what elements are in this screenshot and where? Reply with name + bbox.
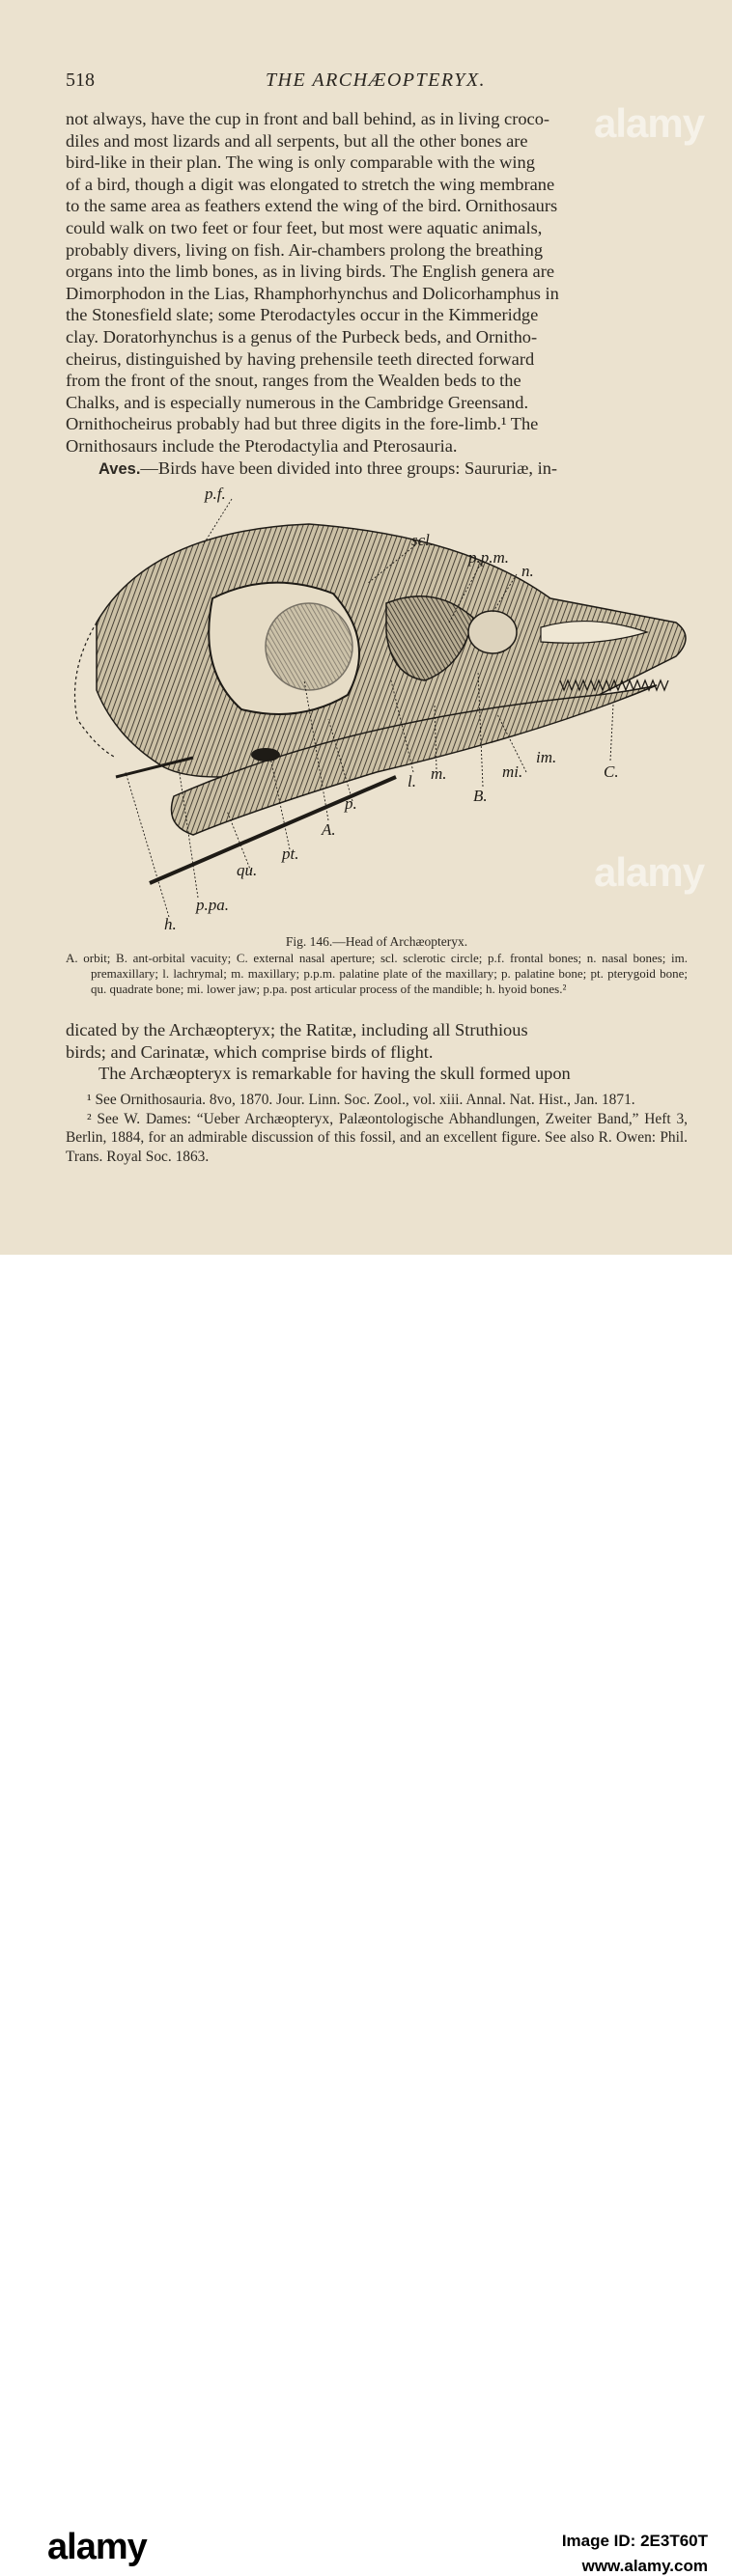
- continuation-text: [66, 1019, 688, 1085]
- text-line: dicated by the Archæopteryx; the Ratitæ, including all Struthious: [66, 1020, 528, 1039]
- aves-heading: Aves.: [99, 459, 141, 478]
- aves-text: —Birds have been divided into three groups: Saururiæ, in-: [140, 457, 558, 478]
- label-mi: mi.: [502, 762, 523, 781]
- quadrate-bone: [251, 748, 280, 762]
- footnotes: [66, 1091, 688, 1166]
- book-page: [0, 0, 732, 1255]
- label-A: A.: [322, 820, 336, 839]
- label-h: h.: [164, 915, 177, 931]
- page-header: [66, 69, 686, 95]
- stock-footer: [0, 1255, 732, 2575]
- figure-legend: A. orbit; B. ant-orbital vacuity; C. external nasal aperture; scl. sclerotic circle; p.f. frontal bones; n. nasal bones; im. premaxillary; l. lachrymal; m. maxillary; p.p.m. palatine plate of the maxillary; p. palatine bone; pt. pterygoid bone; qu. quadrate bone; mi. lower jaw; p.pa. post articular process of the mandible; h. hyoid bones.²: [66, 951, 688, 996]
- label-ppm: p.p.m.: [468, 548, 510, 567]
- text-line: Ornithosaurs include the Pterodactylia and Pterosauria.: [66, 435, 458, 456]
- label-B: B.: [473, 787, 488, 805]
- page-number: 518: [66, 69, 95, 91]
- image-id: Image ID: 2E3T60T: [561, 2532, 708, 2550]
- text-line: diles and most lizards and all serpents, but all the other bones are: [66, 130, 528, 151]
- text-line: could walk on two feet or four feet, but most were aquatic animals,: [66, 217, 543, 237]
- text-line: The Archæopteryx is remarkable for having the skull formed upon: [99, 1064, 571, 1084]
- sclerotic-circle: [266, 603, 352, 690]
- text-line: bird-like in their plan. The wing is only comparable with the wing: [66, 152, 535, 173]
- text-line: cheirus, distinguished by having prehensile teeth directed forward: [66, 348, 535, 369]
- text-line: organs into the limb bones, as in living birds. The English genera are: [66, 262, 554, 282]
- label-C: C.: [604, 762, 619, 781]
- running-title: THE ARCHÆOPTERYX.: [265, 69, 487, 91]
- body-text: [66, 108, 688, 480]
- label-pf: p.f.: [205, 485, 226, 503]
- text-line: Dimorphodon in the Lias, Rhamphorhynchus and Dolicorhamphus in: [66, 283, 559, 303]
- text-line: to the same area as feathers extend the wing of the bird. Ornithosaurs: [66, 196, 558, 216]
- text-line: Chalks, and is especially numerous in the Cambridge Greensand.: [66, 392, 529, 412]
- text-line: of a bird, though a digit was elongated to stretch the wing membrane: [66, 174, 555, 194]
- label-scl: scl.: [411, 531, 435, 549]
- text-line: probably divers, living on fish. Air-chambers prolong the breathing: [66, 239, 544, 260]
- label-p: p.: [345, 794, 357, 813]
- label-n: n.: [521, 562, 534, 580]
- text-line: Ornithocheirus probably had but three digits in the fore-limb.¹ The: [66, 414, 539, 434]
- text-line: the Stonesfield slate; some Pterodactyles occur in the Kimmeridge: [66, 305, 539, 325]
- footnote-2: ² See W. Dames: “Ueber Archæopteryx, Palæontologische Abhandlungen, Zweiter Band,” Heft 3, Berlin, 1884, for an admirable discussion of this fossil, and an excellent figure. See also R. Owen: Phil. Trans. Royal Soc. 1863.: [66, 1110, 688, 1165]
- label-m: m.: [431, 764, 447, 783]
- nasal-aperture-rim: [468, 611, 517, 653]
- label-qu: qu.: [237, 861, 258, 879]
- text-line: birds; and Carinatæ, which comprise birds of flight.: [66, 1041, 434, 1062]
- text-line: from the front of the snout, ranges from the Wealden beds to the: [66, 371, 521, 391]
- label-ppa: p.pa.: [196, 896, 229, 914]
- label-l: l.: [408, 772, 416, 790]
- figure-caption: Fig. 146.—Head of Archæopteryx.: [285, 934, 468, 949]
- site-url: www.alamy.com: [581, 2557, 708, 2575]
- label-pt: pt.: [282, 845, 299, 863]
- watermark: alamy: [594, 849, 705, 895]
- text-line: not always, have the cup in front and ball behind, as in living croco-: [66, 109, 550, 128]
- aves-paragraph: [66, 457, 688, 481]
- brand-logo: alamy: [47, 2527, 147, 2567]
- footnote-1: ¹ See Ornithosauria. 8vo, 1870. Jour. Linn. Soc. Zool., vol. xiii. Annal. Nat. Hist., Jan. 1871.: [87, 1092, 635, 1108]
- text-line: clay. Doratorhynchus is a genus of the Purbeck beds, and Ornitho-: [66, 326, 538, 346]
- watermark: alamy: [594, 100, 705, 146]
- label-im: im.: [536, 748, 557, 766]
